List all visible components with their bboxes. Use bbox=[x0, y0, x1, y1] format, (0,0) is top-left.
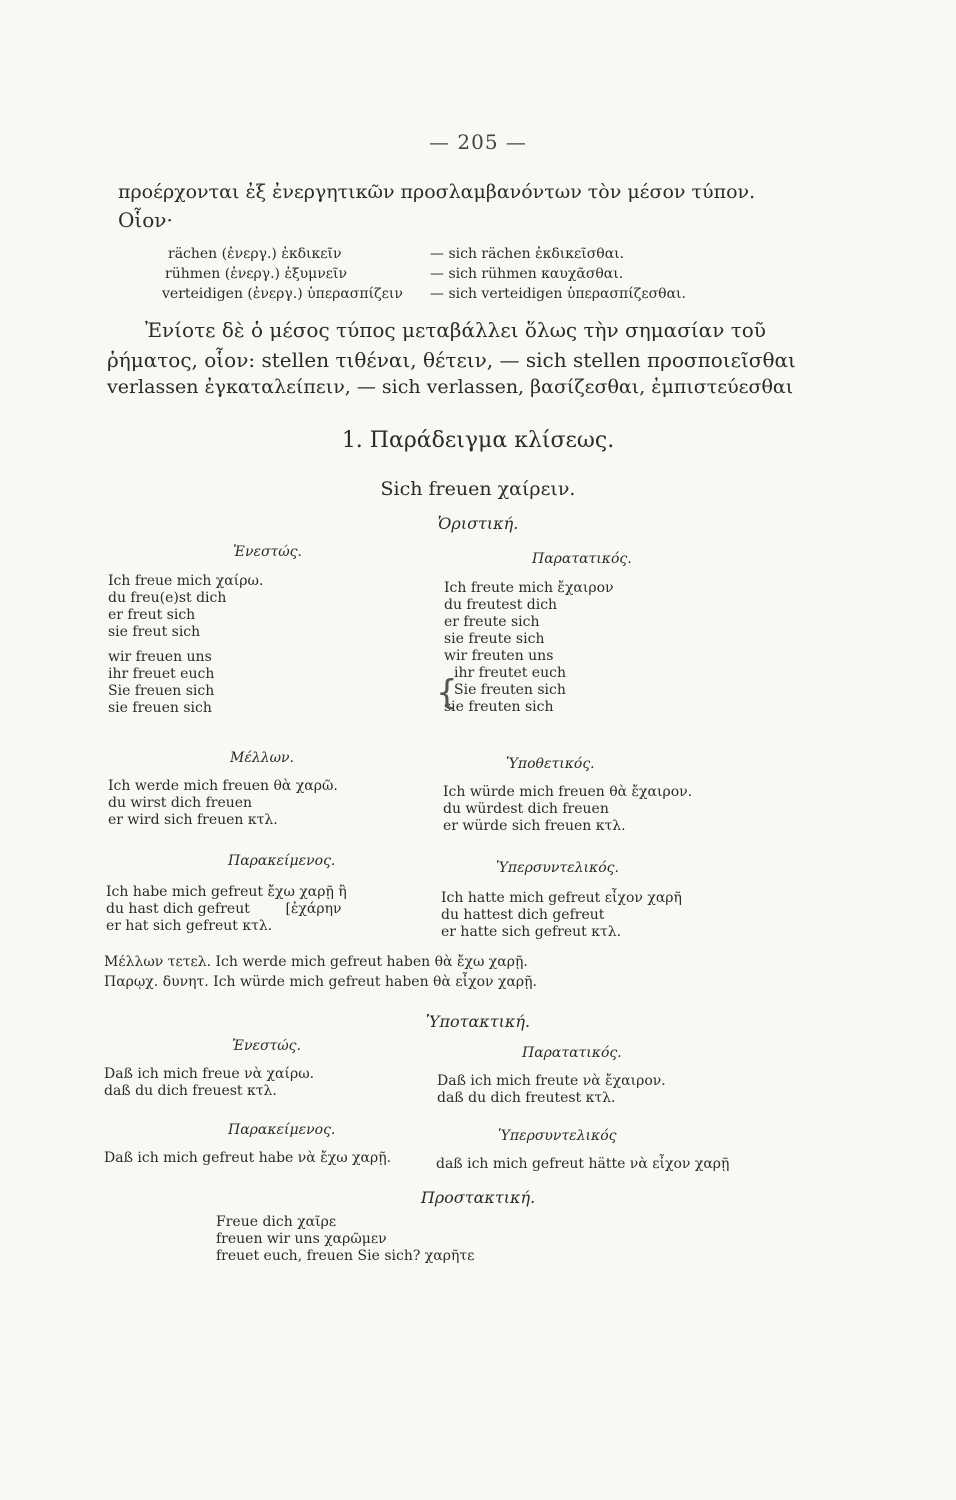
tense-label-subj-present: Ἐνεστώς. bbox=[232, 1038, 301, 1054]
tense-label-present: Ἐνεστώς. bbox=[233, 544, 302, 560]
tense-label-perfect: Παρακείμενος. bbox=[228, 853, 336, 869]
conjugation-imperative bbox=[216, 1214, 474, 1265]
mood-subjunctive: Ὑποτακτική. bbox=[425, 1012, 531, 1031]
conjugation-future bbox=[108, 778, 338, 829]
conjugation-line: wir freuen uns bbox=[108, 649, 212, 665]
conjugation-line: Ich habe mich gefreut ἔχω χαρῇ ἢ bbox=[106, 884, 347, 900]
example-title: 1. Παράδειγμα κλίσεως. bbox=[341, 428, 615, 453]
conjugation-line: du hast dich gefreut [ἐχάρην bbox=[106, 901, 342, 917]
conjugation-present bbox=[108, 573, 263, 717]
conjugation-subj-imperfect bbox=[437, 1073, 666, 1107]
conjugation-line: daß du dich freuest κτλ. bbox=[104, 1083, 277, 1099]
mood-indicative: Ὁριστική. bbox=[437, 514, 519, 533]
conjugation-line: Sie freuten sich bbox=[454, 682, 566, 698]
conjugation-line: Sie freuen sich bbox=[108, 683, 215, 699]
conjugation-line: er freute sich bbox=[444, 614, 540, 630]
conjugation-imperfect bbox=[444, 580, 614, 716]
verb-right-1: — sich rächen ἐκδικεῖσθαι. bbox=[430, 246, 625, 262]
verb-left-2: rühmen (ἐνεργ.) ἐξυμνεῖν bbox=[165, 266, 348, 282]
verb-right-2: — sich rühmen καυχᾶσθαι. bbox=[430, 266, 624, 282]
example-subtitle: Sich freuen χαίρειν. bbox=[380, 478, 576, 500]
page-number: — 205 — bbox=[429, 130, 527, 154]
conjugation-line: ihr freuet euch bbox=[108, 666, 215, 682]
conjugation-line: du hattest dich gefreut bbox=[441, 907, 605, 923]
conjugation-line: daß du dich freutest κτλ. bbox=[437, 1090, 616, 1106]
conjugation-line: er hat sich gefreut κτλ. bbox=[106, 918, 273, 934]
conjugation-line: sie freuten sich bbox=[444, 699, 554, 715]
tense-label-conditional: Ὑποθετικός. bbox=[506, 756, 595, 772]
intro-line-1: προέρχονται ἐξ ἐνεργητικῶν προσλαμβανόντων τὸν μέσον τύπον. bbox=[118, 181, 756, 203]
tense-label-future: Μέλλων. bbox=[230, 750, 294, 766]
mood-imperative: Προστακτική. bbox=[420, 1188, 536, 1207]
tense-label-subj-perfect: Παρακείμενος. bbox=[228, 1122, 336, 1138]
conjugation-subj-present bbox=[104, 1066, 314, 1100]
tense-label-pluperfect: Ὑπερσυντελικός. bbox=[496, 860, 619, 876]
conjugation-line: Daß ich mich freute νὰ ἔχαιρον. bbox=[437, 1073, 666, 1089]
paragraph-line-1: Ἐνίοτε δὲ ὁ μέσος τύπος μεταβάλλει ὅλως τὴν σημασίαν τοῦ bbox=[145, 318, 766, 342]
conjugation-line: Ich hatte mich gefreut εἶχον χαρῆ bbox=[441, 890, 682, 906]
conjugation-line: Ich werde mich freuen θὰ χαρῶ. bbox=[108, 778, 338, 794]
intro-line-2: Οἷον· bbox=[118, 208, 173, 232]
tense-label-subj-imperfect: Παρατατικός. bbox=[522, 1045, 622, 1061]
conjugation-line: ihr freutet euch bbox=[454, 665, 566, 681]
conjugation-line: Ich freute mich ἔχαιρον bbox=[444, 580, 614, 596]
conjugation-line: sie freute sich bbox=[444, 631, 545, 647]
conjugation-line: freuen wir uns χαρῶμεν bbox=[216, 1231, 387, 1247]
conjugation-line: er freut sich bbox=[108, 607, 196, 623]
conjugation-line: freuet euch, freuen Sie sich? χαρῆτε bbox=[216, 1248, 475, 1264]
conjugation-line: er würde sich freuen κτλ. bbox=[443, 818, 626, 834]
conjugation-perfect bbox=[106, 884, 347, 935]
conjugation-conditional bbox=[443, 784, 692, 835]
conjugation-line: sie freut sich bbox=[108, 624, 201, 640]
conjugation-line: du freu(e)st dich bbox=[108, 590, 227, 606]
conjugation-pluperfect bbox=[441, 890, 682, 941]
brace-mark: { bbox=[436, 673, 458, 713]
conjugation-line: du würdest dich freuen bbox=[443, 801, 609, 817]
conjugation-line: du freutest dich bbox=[444, 597, 558, 613]
conjugation-line: er hatte sich gefreut κτλ. bbox=[441, 924, 622, 940]
verb-left-3: verteidigen (ἐνεργ.) ὑπερασπίζειν bbox=[162, 286, 403, 302]
future-perfect-line: Μέλλων τετελ. Ich werde mich gefreut haben θὰ ἔχω χαρῇ. bbox=[104, 954, 528, 970]
conjugation-line: sie freuen sich bbox=[108, 700, 212, 716]
conjugation-line: Ich würde mich freuen θὰ ἔχαιρον. bbox=[443, 784, 693, 800]
conjugation-line: wir freuten uns bbox=[444, 648, 554, 664]
conjugation-line: du wirst dich freuen bbox=[108, 795, 253, 811]
conjugation-line: Daß ich mich freue νὰ χαίρω. bbox=[104, 1066, 315, 1082]
paragraph-line-3: verlassen ἐγκαταλείπειν, — sich verlassen, βασίζεσθαι, ἐμπιστεύεσθαι bbox=[107, 376, 794, 398]
conjugation-line: er wird sich freuen κτλ. bbox=[108, 812, 278, 828]
conditional-perfect-line: Παρῳχ. δυνητ. Ich würde mich gefreut haben θὰ εἶχον χαρῇ. bbox=[104, 974, 537, 990]
conjugation-line: Ich freue mich χαίρω. bbox=[108, 573, 264, 589]
conjugation-subj-pluperfect: daß ich mich gefreut hätte νὰ εἶχον χαρῇ bbox=[436, 1156, 730, 1172]
tense-label-imperfect: Παρατατικός. bbox=[532, 551, 632, 567]
conjugation-line: Freue dich χαῖρε bbox=[216, 1214, 337, 1230]
conjugation-subj-perfect: Daß ich mich gefreut habe νὰ ἔχω χαρῇ. bbox=[104, 1150, 392, 1166]
tense-label-subj-pluperfect: Ὑπερσυντελικός bbox=[498, 1128, 617, 1144]
verb-right-3: — sich verteidigen ὑπερασπίζεσθαι. bbox=[430, 286, 686, 302]
verb-left-1: rächen (ἐνεργ.) ἐκδικεῖν bbox=[168, 246, 342, 262]
paragraph-line-2: ῥήματος, οἷον: stellen τιθέναι, θέτειν, — sich stellen προσποιεῖσθαι bbox=[107, 348, 796, 372]
